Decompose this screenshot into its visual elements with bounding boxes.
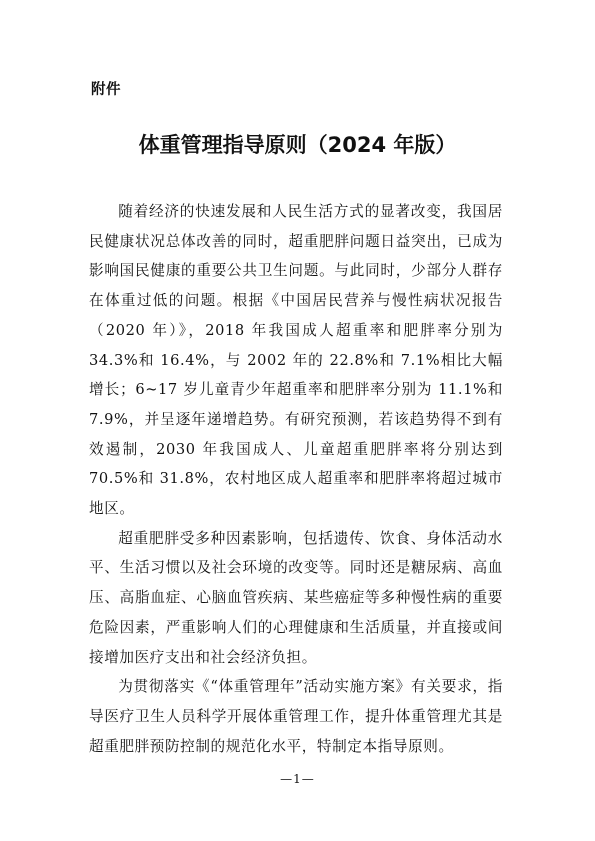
body-text — [89, 197, 503, 761]
page-number: —1— — [280, 772, 315, 786]
paragraph-risk-factors: 超重肥胖受多种因素影响，包括遗传、饮食、身体活动水平、生活习惯以及社会环境的改变等。同时还是糖尿病、高血压、高脂血症、心脑血管疾病、某些癌症等多种慢性病的重要危险因素，严重影响人们的心理健康和生活质量，并直接或间接增加医疗支出和社会经济负担。 — [89, 529, 503, 666]
attachment-label: 附件 — [91, 82, 121, 98]
paragraph-background: 随着经济的快速发展和人民生活方式的显著改变，我国居民健康状况总体改善的同时，超重肥胖问题日益突出，已成为影响国民健康的重要公共卫生问题。与此同时，少部分人群存在体重过低的问题。根据《中国居民营养与慢性病状况报告（2020 年）》，2018 年我国成人超重率和肥胖率分别为 34.3%和 16.4%，与 2002 年的 22.8%和 7.1%相比大幅增长；6~17 岁儿童青少年超重率和肥胖率分别为 11.1%和 7.9%，并呈逐年递增趋势。有研究预测，若该趋势得不到有效遏制，2030 年我国成人、儿童超重肥胖率将分别达到 70.5%和 31.8%，农村地区成人超重率和肥胖率将超过城市地区。 — [89, 203, 503, 518]
document-title: 体重管理指导原则（2024 年版） — [138, 133, 457, 157]
paragraph-purpose: 为贯彻落实《“体重管理年”活动实施方案》有关要求，指导医疗卫生人员科学开展体重管理工作，提升体重管理尤其是超重肥胖预防控制的规范化水平，特制定本指导原则。 — [89, 678, 503, 755]
